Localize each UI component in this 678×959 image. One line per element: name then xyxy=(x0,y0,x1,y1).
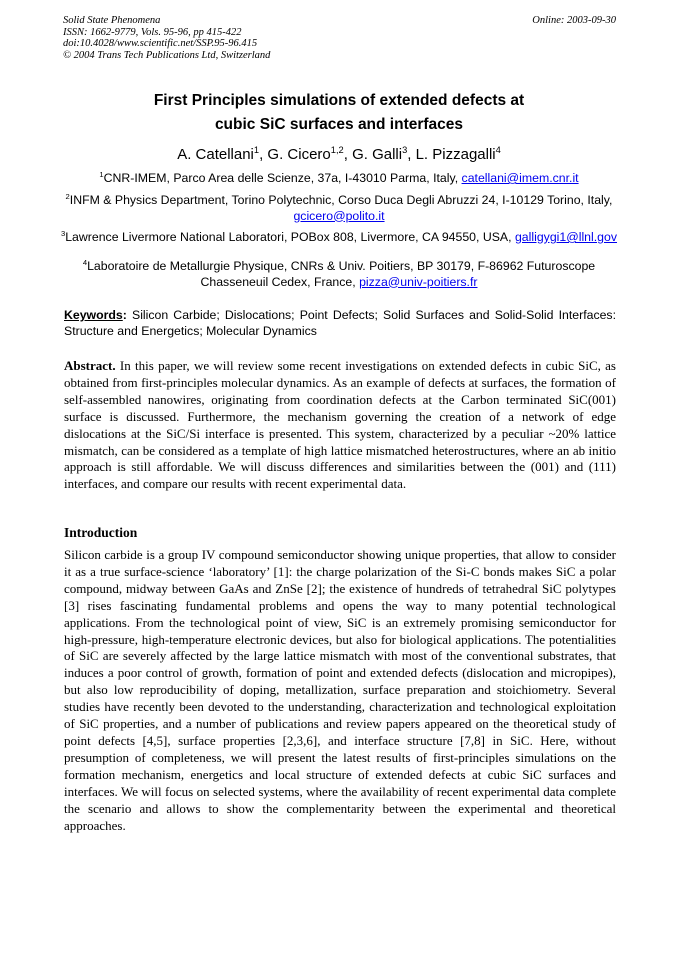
online-date: Online: 2003-09-30 xyxy=(532,15,616,26)
affiliation-1: $^1$CNR-IMEM, Parco Area delle Scienze, 37a, I-43010 Parma, Italy, catellani@imem.cnr.it xyxy=(99,169,579,185)
author: L. Pizzagalli$^4$ xyxy=(415,145,501,163)
journal-name: Solid State Phenomena xyxy=(63,15,161,26)
author-affiliation-mark: 1,2 xyxy=(330,145,344,155)
affiliation-2: $^2$INFM & Physics Department, Torino Polytechnic, Corso Duca Degli Abruzzi 24, I-10129 Torino, Italy, gcicero@polito.it xyxy=(65,191,613,223)
author-affiliation-mark: 4 xyxy=(495,145,501,155)
abstract-section xyxy=(64,358,616,493)
keywords-text: Silicon Carbide; Dislocations; Point Defects; Solid Surfaces and Solid-Solid Interfaces: Structure and Energetics; Molecular Dynamics xyxy=(64,308,616,338)
keywords-section: Keywords: Silicon Carbide; Dislocations; Point Defects; Solid Surfaces and Solid-Solid Interfaces: Structure and Energetics; Molecular Dynamics xyxy=(64,308,616,338)
title-line-1: First Principles simulations of extended defects at xyxy=(153,92,525,109)
keywords-label: Keywords xyxy=(64,308,123,322)
author: A. Catellani$^1$, xyxy=(177,145,268,163)
author-affiliation-mark: 3 xyxy=(402,145,408,155)
affiliation-number: 3 xyxy=(60,228,66,238)
affiliation-number: 4 xyxy=(82,257,88,267)
journal-header xyxy=(63,15,616,61)
journal-issn: ISSN: 1662-9779, Vols. 95-96, pp 415-422 xyxy=(63,26,242,38)
author-list xyxy=(40,145,638,165)
abstract-label: Abstract. xyxy=(64,358,116,373)
journal-doi: doi:10.4028/www.scientific.net/SSP.95-96.415 xyxy=(63,38,258,50)
affiliation-3: $^3$Lawrence Livermore National Laboratori, POBox 808, Livermore, CA 94550, USA, galligygi1@llnl.gov xyxy=(60,228,618,244)
email-link[interactable]: gcicero@polito.it xyxy=(293,208,385,223)
affiliation-number: 2 xyxy=(65,191,70,201)
title-line-2: cubic SiC surfaces and interfaces xyxy=(214,116,464,133)
abstract-text: In this paper, we will review some recent investigations on extended defects in cubic SiC, as obtained from first-principles molecular dynamics. As an example of defects at surfaces, the formation of self-assembled nanowires, originating from coordination defects at the Carbon terminated SiC(001) surface is discussed. Furthermore, the mechanism governing the creation of a network of edge dislocations at the SiC/Si interface is presented. This system, characterized by a peculiar ~20% lattice mismatch, can be considered as a template of high lattice mismatched heterostructures, where an ab initio approach is still affordable. We will discuss differences and similarities between the (001) and (111) interfaces, and compare our results with recent experimental data. xyxy=(64,358,616,492)
affiliation-number: 1 xyxy=(99,169,104,179)
paper-title xyxy=(40,89,638,137)
author: G. Galli$^3$, xyxy=(352,145,416,163)
journal-copyright: © 2004 Trans Tech Publications Ltd, Switzerland xyxy=(63,49,271,61)
email-link[interactable]: pizza@univ-poitiers.fr xyxy=(359,274,478,289)
email-link[interactable]: galligygi1@llnl.gov xyxy=(514,230,618,244)
introduction-heading: Introduction xyxy=(64,525,138,540)
email-link[interactable]: catellani@imem.cnr.it xyxy=(461,171,579,185)
author: G. Cicero$^{1,2}$, xyxy=(267,145,353,163)
author-affiliation-mark: 1 xyxy=(253,145,260,155)
introduction-text: Silicon carbide is a group IV compound semiconductor showing unique properties, that allow to consider it as a true surface-science ‘laboratory’ [1]: the charge polarization of the Si-C bonds makes SiC a polar compound, midway between GaAs and ZnSe [2]; the existence of hundreds of tetrahedral SiC polytypes [3] rises fascinating fundamental problems and opens the way to many potential technological applications. From the technological point of view, SiC is an extremely promising semiconductor for high-pressure, high-temperature electronic devices, but also for biological applications. The potentialities of SiC are severely affected by the large lattice mismatch with most of the conventional substrates, that induces a poor control of growth, formation of point and extended defects (dislocation and micropipes), but also low reproducibility of doping, metallization, surface preparation and stoichiometry. Several studies have recently been devoted to the understanding, characterization and technological exploitation of SiC properties, and a number of publications and review papers appeared on the theoretical study of point defects [4,5], surface properties [2,3,6], and interface structure [7,8] in SiC. Here, without presumption of completeness, we will present the latest results of first-principles simulations on the formation mechanism, energetics and local structure of extended defects at cubic SiC surfaces and interfaces. We will focus on selected systems, where the availability of recent experimental data complete the scenario and allows to show the complementarity between the experimental and theoretical approaches. xyxy=(64,547,616,833)
affiliation-4: $^4$Laboratoire de Metallurgie Physique, CNRs & Univ. Poitiers, BP 30179, F-86962 Futuroscope Chasseneuil Cedex, France, pizza@univ-poitiers.fr xyxy=(82,257,596,289)
